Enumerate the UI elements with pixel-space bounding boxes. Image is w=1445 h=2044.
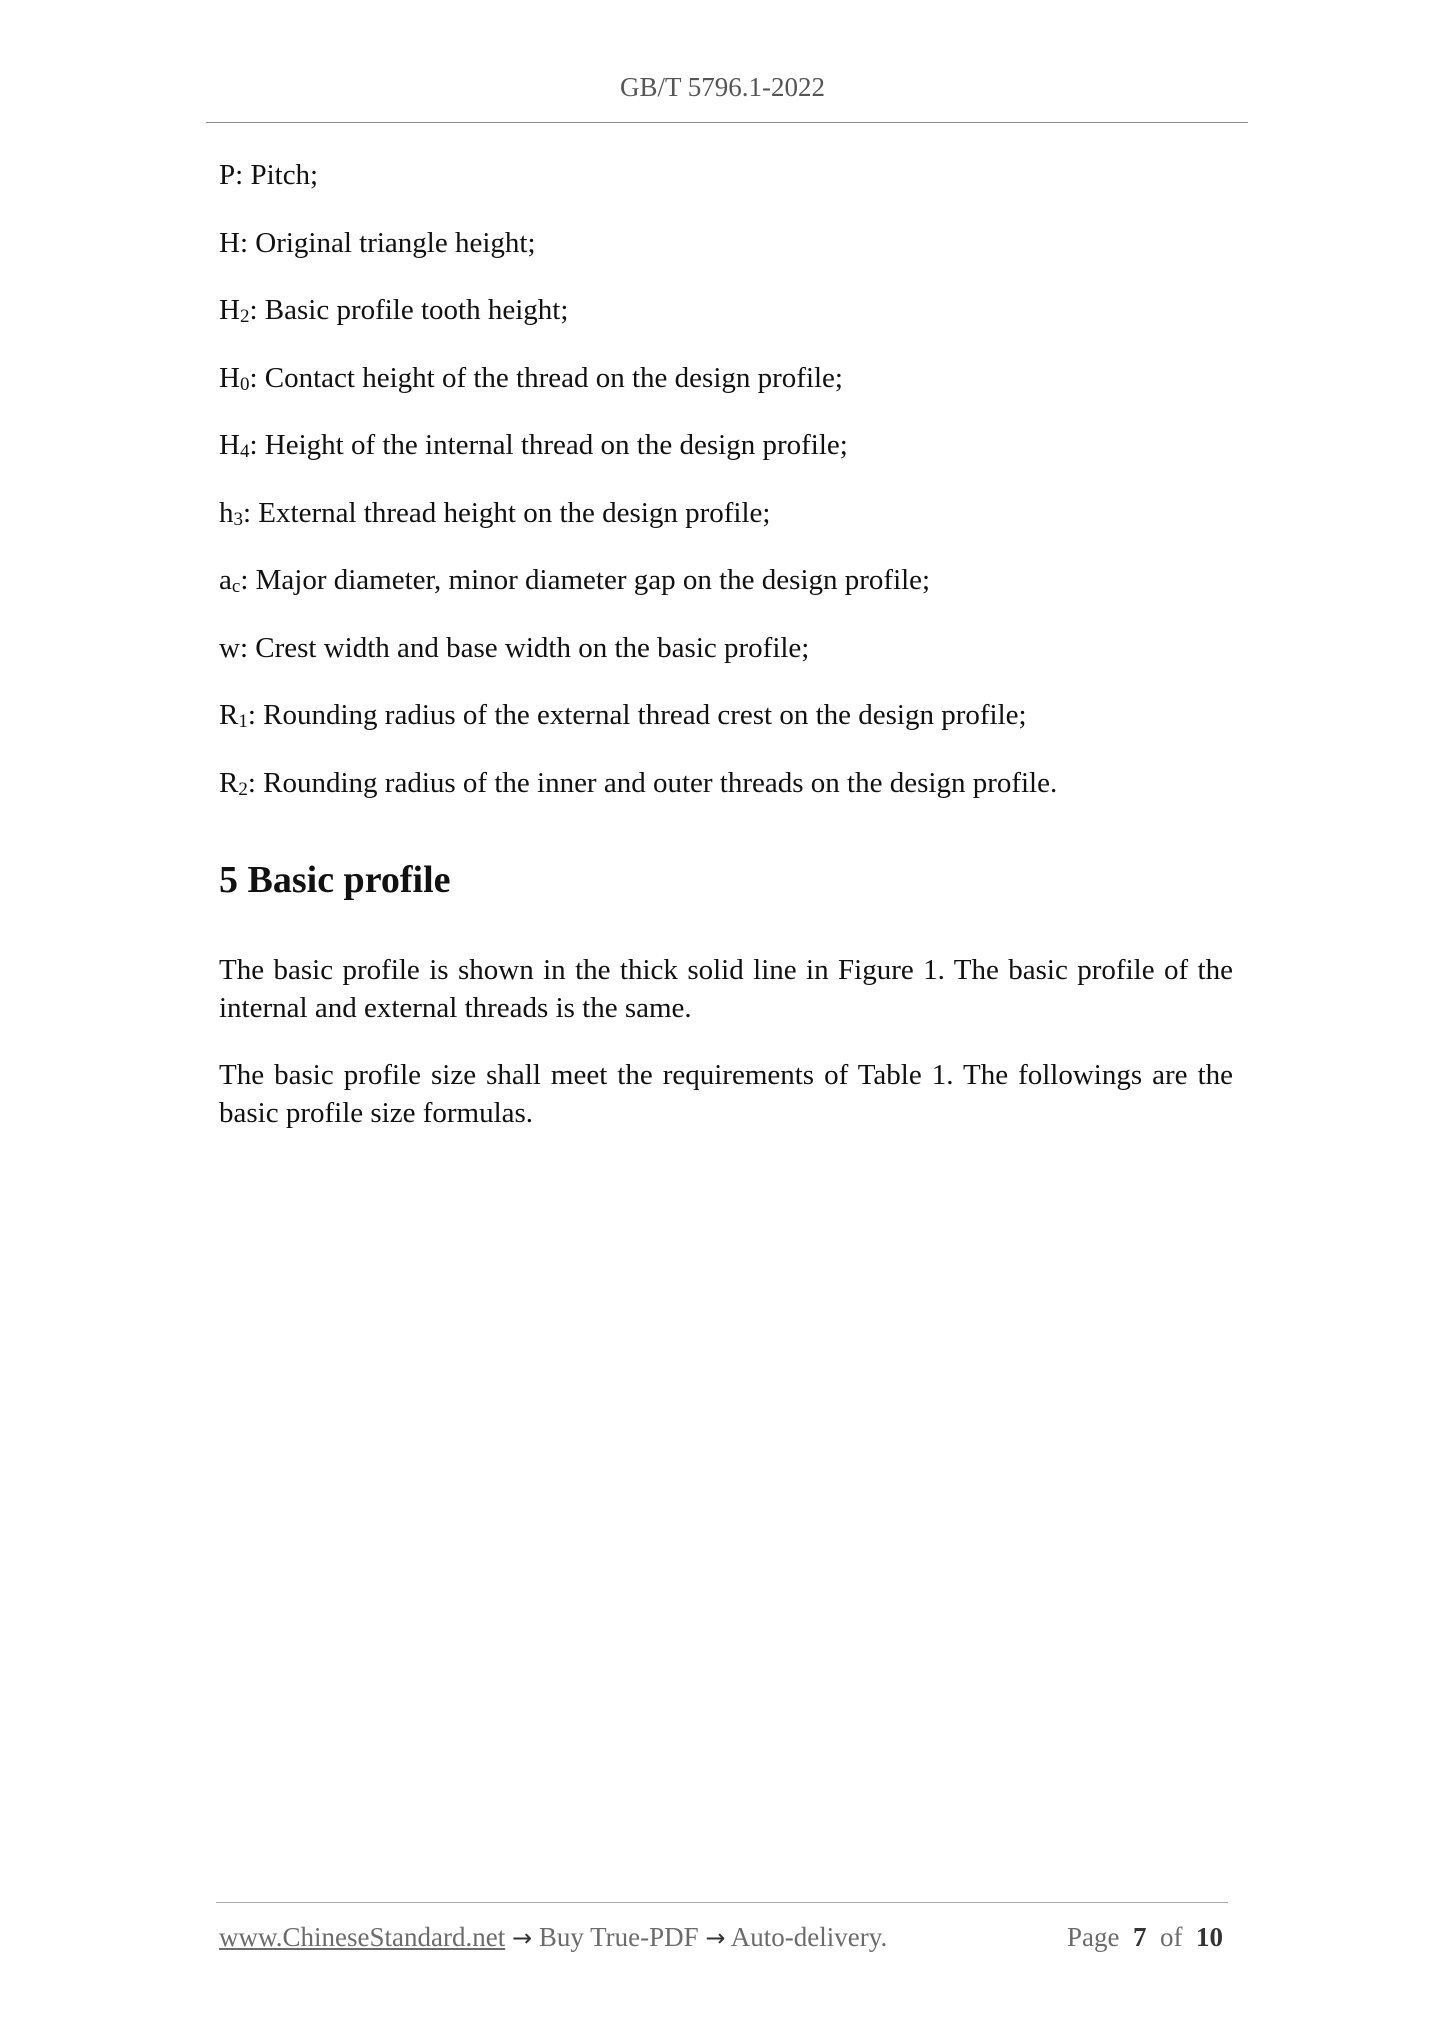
arrow-right-icon: →	[705, 1924, 726, 1952]
definition-symbol: H	[219, 226, 240, 259]
definition-subscript: 3	[233, 508, 243, 530]
definition-item	[219, 695, 1239, 735]
footer-promo	[219, 1922, 887, 1953]
definition-symbol: R	[219, 766, 239, 799]
section-heading: 5 Basic profile	[219, 859, 451, 901]
definition-text: : Height of the internal thread on the design profile;	[249, 429, 848, 461]
definition-item	[219, 560, 1239, 600]
total-pages-number: 10	[1196, 1922, 1223, 1952]
definition-text: : Rounding radius of the external thread crest on the design profile;	[247, 699, 1027, 731]
definition-symbol: w	[219, 631, 240, 664]
definition-text: : Major diameter, minor diameter gap on the design profile;	[240, 564, 931, 596]
definition-text: : Original triangle height;	[239, 226, 536, 259]
definition-subscript: 0	[239, 373, 250, 395]
definition-symbol: R	[219, 699, 239, 731]
footer-divider	[216, 1902, 1228, 1903]
definition-subscript: 2	[239, 306, 250, 327]
body-paragraph: The basic profile size shall meet the requirements of Table 1. The followings are the basic profile size formulas.	[219, 1059, 1233, 1129]
definition-item	[219, 763, 1239, 803]
current-page-number: 7	[1133, 1922, 1147, 1952]
definition-subscript: 1	[238, 711, 248, 732]
definition-subscript: 4	[239, 441, 250, 462]
definition-subscript: 2	[238, 778, 248, 800]
arrow-right-icon: →	[511, 1924, 533, 1952]
document-header-title: GB/T 5796.1-2022	[619, 72, 825, 102]
definition-item	[219, 493, 1239, 533]
definition-text: : Rounding radius of the inner and outer threads on the design profile.	[247, 766, 1058, 799]
definition-text: : External thread height on the design profile;	[243, 496, 771, 529]
definition-symbol: H	[219, 429, 240, 461]
definition-item	[219, 155, 1239, 195]
header-divider	[206, 122, 1248, 123]
definition-text: : Contact height of the thread on the design profile;	[249, 361, 843, 394]
auto-delivery-text: Auto-delivery.	[730, 1922, 888, 1952]
buy-true-pdf-text: Buy True-PDF	[538, 1922, 699, 1952]
definition-symbol: h	[219, 496, 234, 529]
definition-text: : Pitch;	[235, 159, 319, 191]
symbol-definitions-list	[219, 155, 1239, 830]
page-indicator	[1067, 1922, 1223, 1953]
of-label: of	[1160, 1922, 1183, 1952]
definition-text: : Crest width and base width on the basic profile;	[239, 631, 810, 664]
definition-symbol: a	[219, 564, 232, 596]
body-paragraph: The basic profile is shown in the thick solid line in Figure 1. The basic profile of the internal and external threads is the same.	[219, 954, 1233, 1024]
definition-item	[219, 425, 1239, 465]
definition-subscript: c	[231, 576, 241, 597]
definition-symbol: H	[219, 294, 240, 326]
definition-item	[219, 628, 1239, 668]
definition-item	[219, 223, 1239, 263]
definition-item	[219, 358, 1239, 398]
definition-item	[219, 290, 1239, 330]
page-label: Page	[1067, 1922, 1120, 1952]
definition-symbol: P	[219, 159, 236, 191]
definition-symbol: H	[219, 361, 240, 394]
website-link[interactable]: www.ChineseStandard.net	[219, 1922, 506, 1952]
definition-text: : Basic profile tooth height;	[249, 294, 569, 326]
